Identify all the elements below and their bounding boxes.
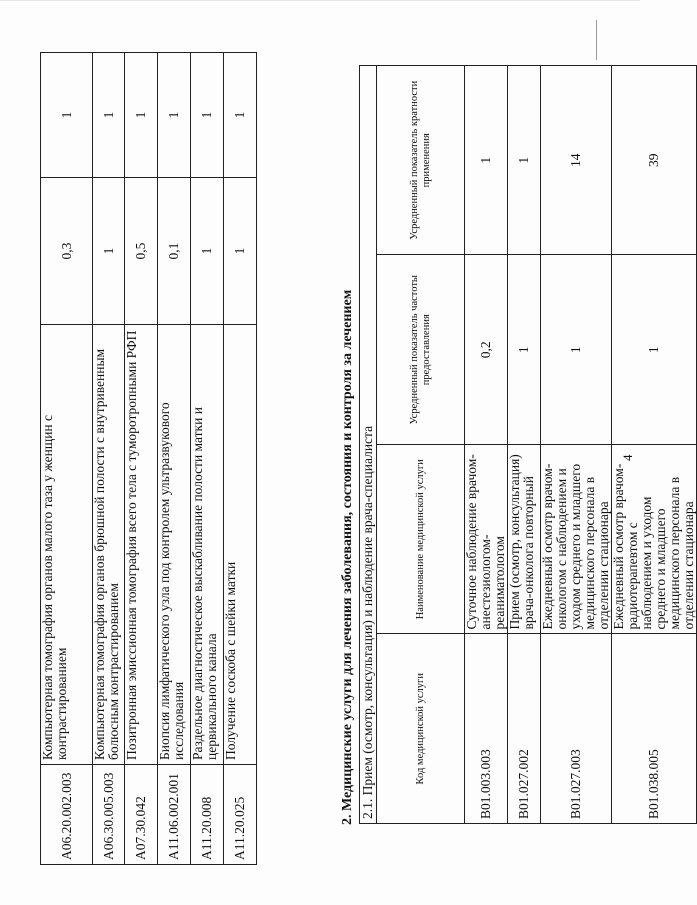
page-number: 4: [620, 454, 635, 461]
service-code: A06.30.005.003: [93, 765, 125, 865]
service-code: A11.06.002.001: [158, 765, 191, 865]
frequency-value: 0,5: [125, 178, 158, 325]
frequency-value: 1: [93, 178, 125, 325]
service-code: A07.30.042: [125, 765, 158, 865]
frequency-value: 1: [191, 178, 224, 325]
multiplicity-value: 1: [93, 53, 125, 178]
service-name: Ежедневный осмотр врачом-онкологом с наблюдением и уходом среднего и младшего медицинского персонала в отделении стационара: [541, 445, 612, 635]
service-code: B01.038.005: [612, 634, 697, 824]
header-name: Наименование медицинской услуги: [377, 445, 465, 635]
table-header-row: [377, 66, 465, 824]
multiplicity-value: 14: [541, 66, 612, 256]
service-name: Компьютерная томография органов брюшной полости с внутривенным болюсным контрастированием: [93, 325, 125, 765]
service-code: A11.20.025: [224, 765, 257, 865]
multiplicity-value: 1: [224, 53, 257, 178]
frequency-value: 0,2: [465, 255, 508, 445]
multiplicity-value: 1: [41, 53, 93, 178]
service-name: Позитронная эмиссионная томография всего тела с туморотропными РФП: [125, 325, 158, 765]
subsection-row: [360, 66, 377, 824]
service-name: Прием (осмотр, консультация) врача-онколога повторный: [508, 445, 541, 635]
service-name: Компьютерная томография органов малого таза у женщин с контрастированием: [41, 325, 93, 765]
frequency-value: 0,1: [158, 178, 191, 325]
table-row: [465, 66, 508, 824]
service-name: Раздельное диагностическое выскабливание полости матки и цервикального канала: [191, 325, 224, 765]
table-row: [612, 66, 697, 824]
frequency-value: 1: [224, 178, 257, 325]
table-row: [191, 53, 224, 865]
frequency-value: 1: [508, 255, 541, 445]
multiplicity-value: 1: [158, 53, 191, 178]
multiplicity-value: 1: [125, 53, 158, 178]
multiplicity-value: 39: [612, 66, 697, 256]
table-row: [125, 53, 158, 865]
table-row: [508, 66, 541, 824]
specialist-services-table: [359, 65, 697, 824]
multiplicity-value: 1: [465, 66, 508, 256]
table-row: [41, 53, 93, 865]
table-row: [158, 53, 191, 865]
service-name: Биопсия лимфатического узла под контролем ультразвукового исследования: [158, 325, 191, 765]
multiplicity-value: 1: [191, 53, 224, 178]
service-code: A11.20.008: [191, 765, 224, 865]
service-name: Суточное наблюдение врачом-анестезиологом-реаниматологом: [465, 445, 508, 635]
service-code: B01.027.003: [541, 634, 612, 824]
subsection-heading: 2.1. Прием (осмотр, консультация) и наблюдение врача-специалиста: [360, 66, 377, 824]
services-table-continued: [40, 52, 257, 865]
service-name: Ежедневный осмотр врачом-радиотерапевтом с наблюдением и уходом среднего и младшего медицинского персонала в отделении стационара: [612, 445, 697, 635]
frequency-value: 1: [612, 255, 697, 445]
multiplicity-value: 1: [508, 66, 541, 256]
table-row: [224, 53, 257, 865]
service-name: Получение соскоба с шейки матки: [224, 325, 257, 765]
header-code: Код медицинской услуги: [377, 634, 465, 824]
frequency-value: 1: [541, 255, 612, 445]
header-multiplicity: Усредненный показатель кратности применения: [377, 66, 465, 256]
table-row: [541, 66, 612, 824]
section-heading: 2. Медицинские услуги для лечения заболевания, состояния и контроля за лечением: [340, 289, 355, 825]
service-code: B01.027.002: [508, 634, 541, 824]
frequency-value: 0,3: [41, 178, 93, 325]
header-frequency: Усредненный показатель частоты предоставления: [377, 255, 465, 445]
table-row: [93, 53, 125, 865]
service-code: A06.20.002.003: [41, 765, 93, 865]
service-code: B01.003.003: [465, 634, 508, 824]
